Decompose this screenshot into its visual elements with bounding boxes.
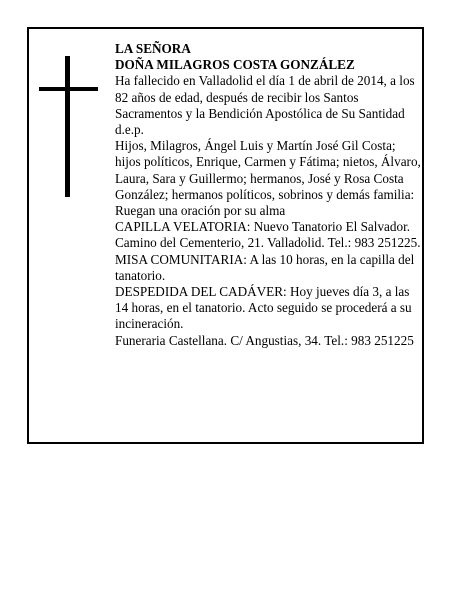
funeral-home-details: Funeraria Castellana. C/ Angustias, 34. Tel.: 983 251225 xyxy=(115,332,414,348)
notice-body xyxy=(115,41,423,349)
prayer-request: Ruegan una oración por su alma xyxy=(115,203,286,219)
death-announcement: Ha fallecido en Valladolid el día 1 de abril de 2014, a los 82 años de edad, después de recibir los Santos Sacramentos y la Bendición Apostólica de Su Santidad d.e.p. xyxy=(115,73,415,138)
cross-horizontal-bar xyxy=(39,87,98,91)
deceased-name: DOÑA MILAGROS COSTA GONZÁLEZ xyxy=(115,57,355,73)
chapel-details: CAPILLA VELATORIA: Nuevo Tanatorio El Salvador. Camino del Cementerio, 21. Valladolid. Tel.: 983 251225. MISA COMUNITARIA: A las 10 horas, en la capilla del tanatorio. xyxy=(115,219,421,283)
obituary-notice xyxy=(27,27,424,444)
farewell-details: DESPEDIDA DEL CADÁVER: Hoy jueves día 3, a las 14 horas, en el tanatorio. Acto seguido se procederá a su incineración. xyxy=(115,284,412,332)
cross-icon xyxy=(39,56,99,197)
notice-title: LA SEÑORA xyxy=(115,41,191,56)
cross-vertical-bar xyxy=(65,56,70,197)
family-list: Hijos, Milagros, Ángel Luis y Martín José Gil Costa; hijos políticos, Enrique, Carmen y Fátima; nietos, Álvaro, Laura, Sara y Guillermo; hermanos, José y Rosa Costa González; hermanos políticos, sobrinos y demás familia: xyxy=(115,138,421,202)
